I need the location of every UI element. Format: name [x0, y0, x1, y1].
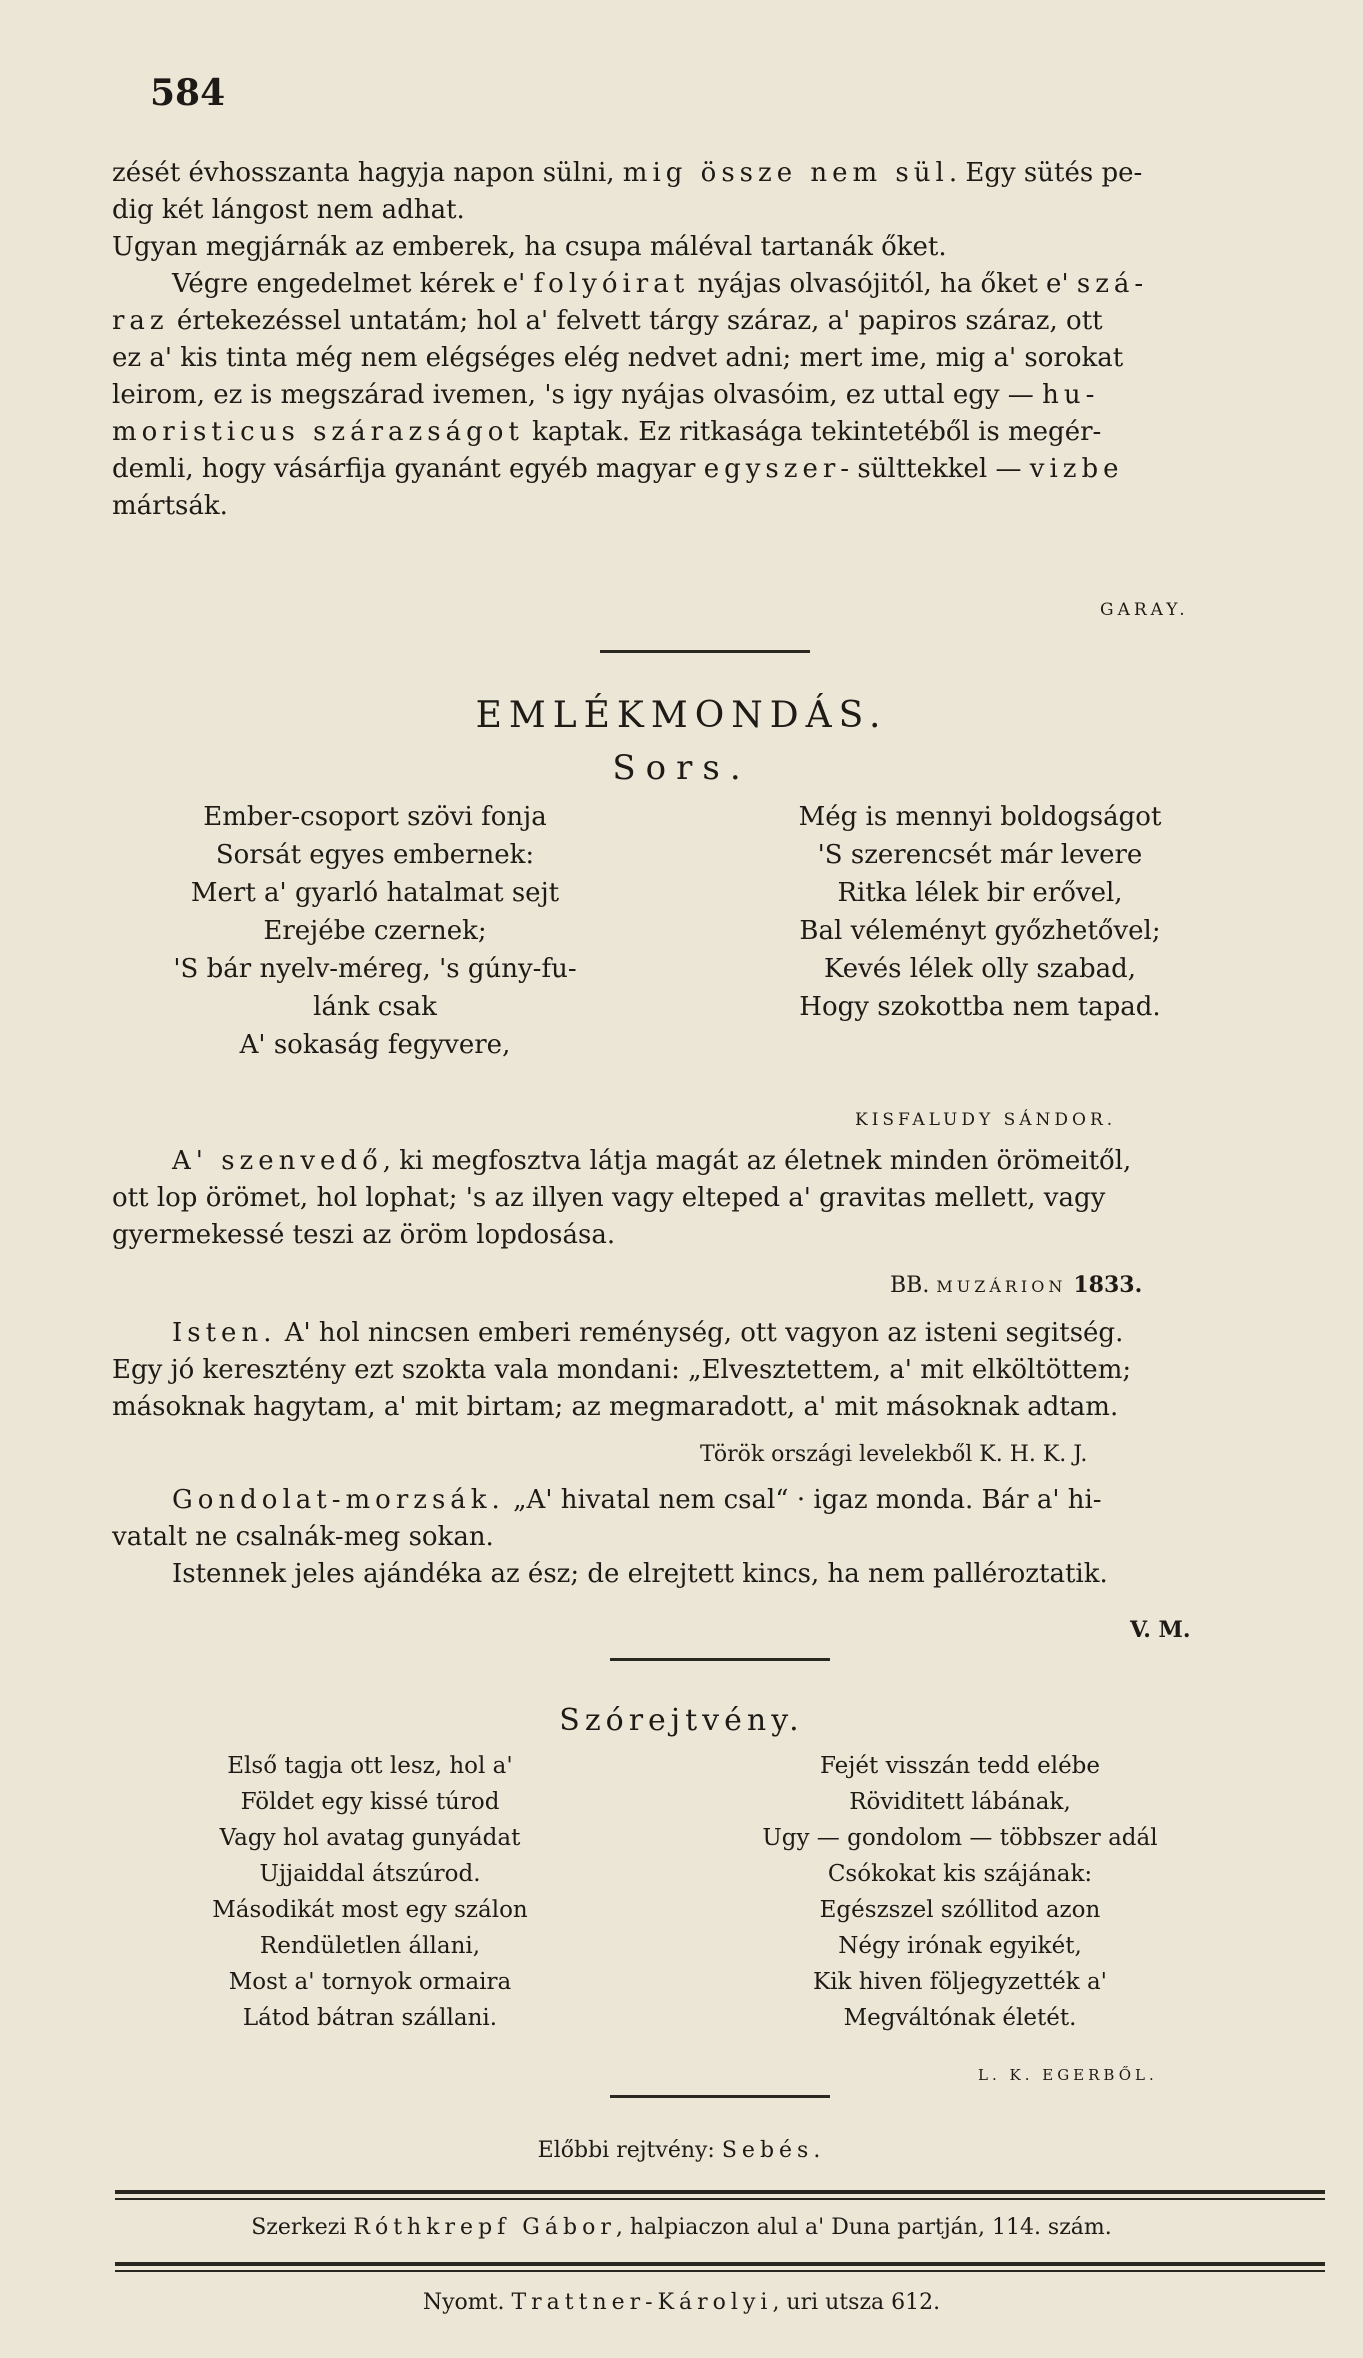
- intro-signature: GARAY.: [1100, 600, 1189, 620]
- poem-line: Bal véleményt győzhetővel;: [799, 916, 1161, 946]
- intro-line: zését évhosszanta hagyja napon sülni, mig össze nem sül. Egy sütés pe-: [112, 158, 1143, 188]
- riddle-column-left: [160, 1748, 580, 2036]
- poem-line: Hogy szokottba nem tapad.: [799, 992, 1161, 1022]
- intro-line: leirom, ez is megszárad ivemen, 's igy nyájas olvasóim, ez uttal egy — hu-: [112, 380, 1100, 410]
- poem-line: 'S szerencsét már levere: [817, 840, 1143, 870]
- gondolat-signature: V. M.: [1130, 1617, 1191, 1643]
- poem-column-left: [150, 798, 600, 1064]
- riddle-line: Ugy — gondolom — többszer adál: [762, 1825, 1158, 1851]
- poem-line: Még is mennyi boldogságot: [798, 802, 1162, 832]
- text-line: Egy jó keresztény ezt szokta vala mondani: „Elvesztettem, a' mit elköltöttem;: [112, 1355, 1132, 1385]
- text-line: vatalt ne csalnák-meg sokan.: [112, 1522, 494, 1552]
- szenvedo-paragraph: [112, 1143, 1312, 1254]
- footer-rule: [115, 2262, 1325, 2266]
- riddle-line: Földet egy kissé túrod: [240, 1789, 500, 1815]
- riddle-line: Kik hiven följegyzették a': [813, 1969, 1107, 1995]
- section-title: EMLÉKMONDÁS.: [475, 695, 888, 736]
- riddle-line: Másodikát most egy szálon: [212, 1897, 528, 1923]
- riddle-line: Röviditett lábának,: [849, 1789, 1071, 1815]
- poem-line: Kevés lélek olly szabad,: [823, 954, 1137, 984]
- riddle-line: Első tagja ott lesz, hol a': [227, 1753, 513, 1779]
- riddle-line: Vagy hol avatag gunyádat: [219, 1825, 521, 1851]
- intro-line: demli, hogy vásárfija gyanánt egyéb magyar egyszer- sülttekkel — vizbe: [112, 454, 1124, 484]
- text-line: Istennek jeles ajándéka az ész; de elrejtett kincs, ha nem palléroztatik.: [172, 1559, 1108, 1589]
- printer-line: Nyomt. Trattner-Károlyi, uri utsza 612.: [422, 2290, 941, 2315]
- riddle-title: Szórejtvény.: [559, 1703, 804, 1738]
- riddle-line: Egészszel szóllitod azon: [819, 1897, 1101, 1923]
- poem-signature: KISFALUDY SÁNDOR.: [855, 1110, 1117, 1130]
- intro-line: dig két lángost nem adhat.: [112, 195, 465, 225]
- isten-source: Török országi levelekből K. H. K. J.: [700, 1442, 1088, 1467]
- gondolat-paragraph: [112, 1482, 1312, 1593]
- poem-line: Erejébe czernek;: [263, 916, 487, 946]
- intro-line: Végre engedelmet kérek e' folyóirat nyájas olvasójitól, ha őket e' szá-: [172, 269, 1149, 299]
- text-line: ott lop örömet, hol lophat; 's az illyen vagy elteped a' gravitas mellett, vagy: [112, 1183, 1106, 1213]
- intro-line: Ugyan megjárnák az emberek, ha csupa máléval tartanák őket.: [112, 232, 947, 262]
- poem-column-right: [740, 798, 1220, 1026]
- footer-rule: [115, 2270, 1325, 2272]
- text-line: Isten. A' hol nincsen emberi reménység, ott vagyon az isteni segitség.: [172, 1318, 1124, 1348]
- intro-line: moristicus szárazságot kaptak. Ez ritkasága tekintetéből is megér-: [112, 417, 1102, 447]
- divider: [610, 1658, 830, 1661]
- footer-rule: [115, 2198, 1325, 2200]
- riddle-line: Megváltónak életét.: [843, 2005, 1077, 2031]
- intro-paragraph: [112, 155, 1312, 525]
- intro-line: mártsák.: [112, 491, 228, 521]
- riddle-line: Most a' tornyok ormaira: [228, 1969, 512, 1995]
- poem-line: lánk csak: [313, 992, 437, 1022]
- text-line: gyermekessé teszi az öröm lopdosása.: [112, 1220, 616, 1250]
- isten-paragraph: [112, 1315, 1312, 1426]
- riddle-line: Fejét visszán tedd elébe: [819, 1753, 1101, 1779]
- editor-line: Szerkezi Róthkrepf Gábor, halpiaczon alul a' Duna partján, 114. szám.: [251, 2215, 1112, 2240]
- poem-line: Ritka lélek bir erővel,: [837, 878, 1123, 908]
- poem-line: 'S bár nyelv-méreg, 's gúny-fu-: [173, 954, 577, 984]
- intro-line: ez a' kis tinta még nem elégséges elég nedvet adni; mert ime, mig a' sorokat: [112, 343, 1124, 373]
- riddle-line: Ujjaiddal átszúrod.: [259, 1861, 481, 1887]
- riddle-line: Csókokat kis szájának:: [827, 1861, 1093, 1887]
- previous-riddle-answer: Előbbi rejtvény: Sebés.: [537, 2138, 826, 2163]
- divider: [610, 2095, 830, 2098]
- riddle-line: Négy irónak egyikét,: [838, 1933, 1082, 1959]
- poem-line: Sorsát egyes embernek:: [215, 840, 535, 870]
- riddle-line: Látod bátran szállani.: [242, 2005, 498, 2031]
- szenvedo-source: BB. MUZÁRION 1833.: [890, 1272, 1143, 1298]
- page-number: 584: [150, 72, 226, 114]
- poem-line: Mert a' gyarló hatalmat sejt: [190, 878, 560, 908]
- footer-rule: [115, 2190, 1325, 2194]
- section-subtitle: Sors.: [612, 748, 751, 788]
- riddle-signature: L. K. EGERBŐL.: [978, 2066, 1158, 2084]
- poem-line: Ember-csoport szövi fonja: [203, 802, 547, 832]
- text-line: másoknak hagytam, a' mit birtam; az megmaradott, a' mit másoknak adtam.: [112, 1392, 1119, 1422]
- text-line: A' szenvedő, ki megfosztva látja magát az életnek minden örömeitől,: [172, 1146, 1132, 1176]
- intro-line: raz értekezéssel untatám; hol a' felvett tárgy száraz, a' papiros száraz, ott: [112, 306, 1103, 336]
- divider: [600, 650, 810, 653]
- riddle-column-right: [740, 1748, 1180, 2036]
- riddle-line: Rendületlen állani,: [259, 1933, 481, 1959]
- text-line: Gondolat-morzsák. „A' hivatal nem csal“ · igaz monda. Bár a' hi-: [172, 1485, 1102, 1515]
- poem-line: A' sokaság fegyvere,: [239, 1030, 511, 1060]
